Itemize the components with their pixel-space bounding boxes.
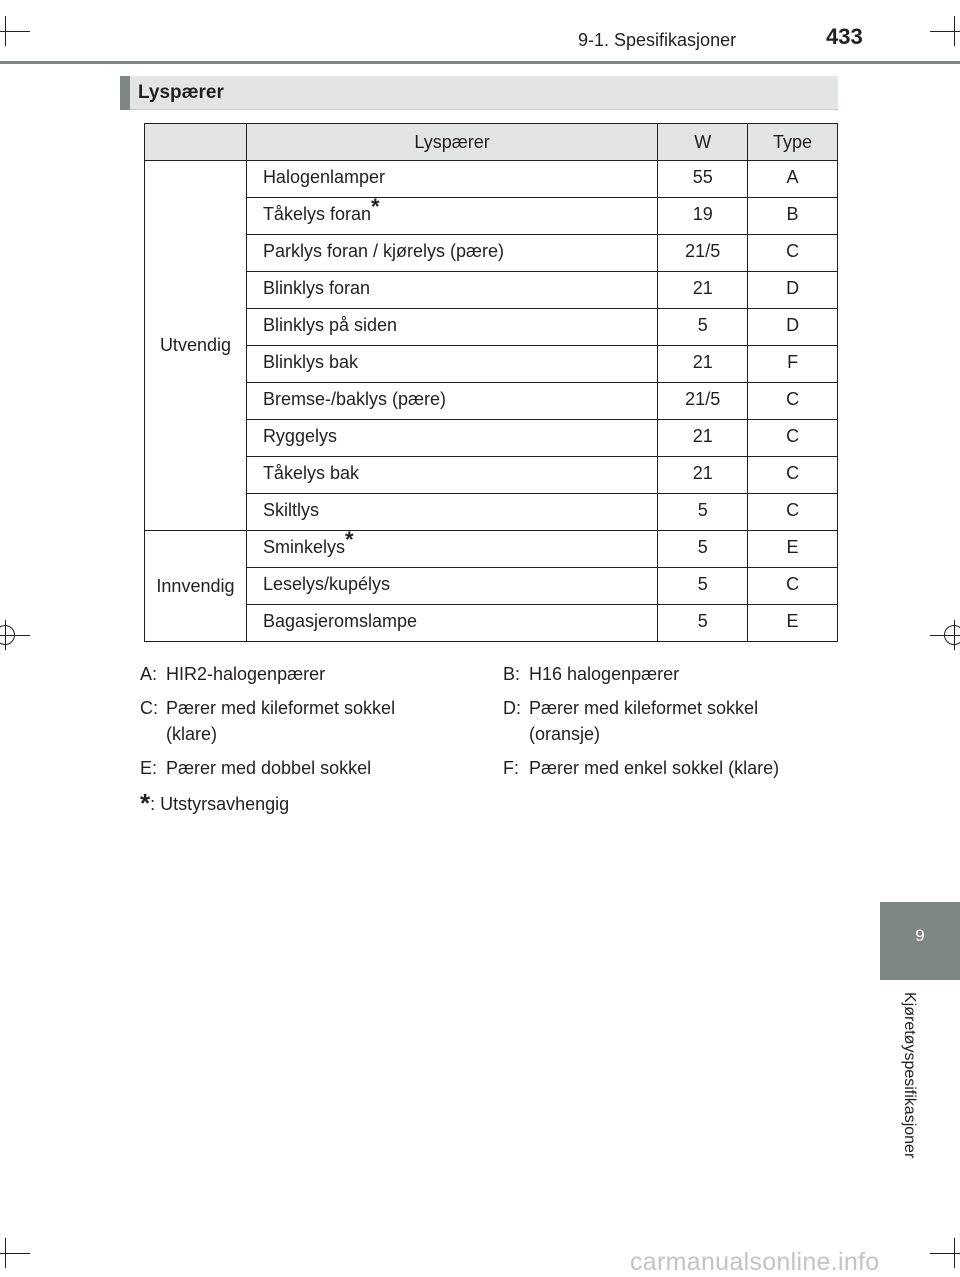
header-rule [0, 61, 960, 64]
column-header [145, 124, 247, 161]
bulb-type: A [748, 161, 838, 198]
bulb-name-cell [246, 568, 657, 605]
bulb-type: C [748, 494, 838, 531]
table-row [145, 568, 838, 605]
table-header-row [145, 124, 838, 161]
legend-text: Pærer med dobbel sokkel [166, 758, 372, 778]
footnote-mark: * [140, 788, 151, 818]
legend-key: C: [140, 698, 158, 718]
chapter-tab[interactable] [880, 902, 960, 980]
registration-mark-icon [930, 16, 960, 46]
table-row [145, 457, 838, 494]
bulb-name: Sminkelys [262, 537, 345, 557]
bulb-table-body [145, 161, 838, 642]
bulb-type: C [748, 235, 838, 272]
legend-item [503, 661, 679, 687]
bulb-type: C [748, 457, 838, 494]
legend-key: A: [140, 664, 158, 684]
table-row [145, 531, 838, 568]
column-header: W [658, 124, 748, 161]
bulb-name-cell [246, 346, 657, 383]
bulb-type: D [748, 272, 838, 309]
footnote-mark: * [344, 527, 354, 552]
bulb-type: D [748, 309, 838, 346]
registration-mark-icon [0, 620, 30, 650]
bulb-watt: 21 [658, 457, 748, 494]
bulb-type: E [748, 605, 838, 642]
bulb-name-cell [246, 194, 657, 235]
bulb-name: Halogenlamper [262, 167, 386, 187]
bulb-name: Blinklys på siden [262, 315, 398, 335]
bulb-watt: 21 [658, 272, 748, 309]
bulb-name-cell [246, 527, 657, 568]
bulb-name-cell [246, 383, 657, 420]
table-row [145, 383, 838, 420]
column-header: Lyspærer [246, 124, 657, 161]
bulb-name-cell [246, 235, 657, 272]
legend-text: Pærer med kileformet sokkel [529, 698, 759, 718]
chapter-label: Kjøretøyspesifikasjoner [901, 992, 918, 1159]
bulb-watt: 19 [658, 198, 748, 235]
bulb-name-cell [246, 457, 657, 494]
bulb-name-cell [246, 272, 657, 309]
bulb-name: Tåkelys foran [262, 204, 371, 224]
table-row [145, 494, 838, 531]
table-row [145, 309, 838, 346]
registration-mark-icon [0, 16, 30, 46]
bulb-name: Leselys/kupélys [262, 574, 391, 594]
bulb-name-cell [246, 161, 657, 198]
heading-accent-bar [120, 76, 130, 110]
bulb-type: C [748, 383, 838, 420]
legend-text: Pærer med enkel sokkel (klare) [529, 758, 780, 778]
legend-key: B: [503, 664, 521, 684]
bulb-name: Bremse-/baklys (pære) [262, 389, 446, 409]
bulb-watt: 5 [658, 531, 748, 568]
bulb-watt: 55 [658, 161, 748, 198]
footnote-text: : Utstyrsavhengig [150, 794, 290, 814]
legend-item [140, 755, 371, 781]
legend-text: (oransje) [529, 724, 601, 744]
table-row [145, 420, 838, 457]
table-row [145, 235, 838, 272]
footnote [140, 788, 289, 819]
legend-key: D: [503, 698, 521, 718]
bulb-name: Blinklys foran [262, 278, 370, 298]
bulb-watt: 21 [658, 420, 748, 457]
bulb-name: Skiltlys [262, 500, 319, 520]
legend-text: HIR2-halogenpærer [166, 664, 326, 684]
bulb-name: Blinklys bak [262, 352, 358, 372]
bulb-watt: 21/5 [658, 383, 748, 420]
header-section-title: 9-1. Spesifikasjoner [578, 30, 737, 50]
bulb-watt: 5 [658, 309, 748, 346]
page-number: 433 [826, 24, 863, 49]
legend-item [140, 661, 325, 687]
registration-mark-icon [930, 620, 960, 650]
bulb-name-cell [246, 494, 657, 531]
bulb-name-cell [246, 420, 657, 457]
table-row [145, 198, 838, 235]
legend-text: H16 halogenpærer [529, 664, 680, 684]
footnote-mark: * [370, 194, 380, 219]
legend-item [140, 695, 395, 747]
legend-text: Pærer med kileformet sokkel [166, 698, 396, 718]
bulb-name: Parklys foran / kjørelys (pære) [262, 241, 504, 261]
chapter-number: 9 [915, 926, 925, 945]
bulb-type: F [748, 346, 838, 383]
legend-key: F: [503, 758, 519, 778]
bulb-name: Ryggelys [262, 426, 337, 446]
bulb-name-cell [246, 605, 657, 642]
watermark: carmanualsonline.info [630, 1248, 880, 1276]
legend-text: (klare) [166, 724, 218, 744]
bulb-type: B [748, 198, 838, 235]
table-row [145, 605, 838, 642]
column-header: Type [748, 124, 838, 161]
registration-mark-icon [0, 1238, 30, 1268]
bulb-watt: 5 [658, 568, 748, 605]
bulb-type: C [748, 568, 838, 605]
bulb-watt: 5 [658, 605, 748, 642]
section-heading [120, 76, 838, 110]
bulb-name: Bagasjeromslampe [262, 611, 418, 631]
bulb-watt: 5 [658, 494, 748, 531]
group-label: Innvendig [145, 531, 247, 642]
bulb-watt: 21/5 [658, 235, 748, 272]
legend-item [503, 695, 758, 747]
bulb-name: Tåkelys bak [262, 463, 359, 483]
table-row [145, 346, 838, 383]
group-label: Utvendig [145, 161, 247, 531]
table-row [145, 272, 838, 309]
bulb-name-cell [246, 309, 657, 346]
bulb-table [144, 123, 838, 642]
section-heading-text: Lyspærer [138, 82, 224, 103]
bulb-type: E [748, 531, 838, 568]
legend-item [503, 755, 779, 781]
table-row [145, 161, 838, 198]
registration-mark-icon [930, 1238, 960, 1268]
legend-key: E: [140, 758, 158, 778]
bulb-type: C [748, 420, 838, 457]
bulb-watt: 21 [658, 346, 748, 383]
